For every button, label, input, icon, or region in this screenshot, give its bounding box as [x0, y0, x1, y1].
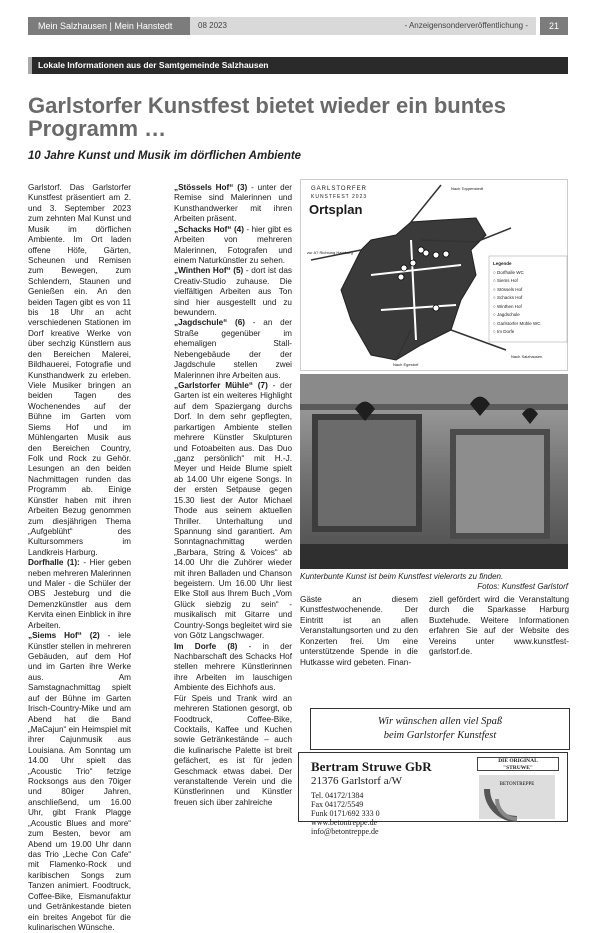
paragraph-text: - in der Nachbarschaft des Schacks Hof stellen mehrere Künstlerinnen ihre Arbeiten im lauschigen Ambiente des Eichhofs aus. — [174, 641, 292, 693]
greeting-line-1: Wir wünschen allen viel Spaß — [377, 716, 503, 727]
article-title: Garlstorfer Kunstfest bietet wieder ein buntes Programm … — [28, 93, 506, 141]
legend-item: ○ Schacks Hof — [493, 295, 523, 300]
text-column-1 — [28, 183, 131, 932]
legend-item: ○ Im Dorfe — [493, 329, 515, 334]
logo-line-3: BETONTREPPE — [499, 782, 535, 787]
paragraph — [174, 642, 292, 694]
paragraph-text: Für Speis und Trank wird an mehreren Stationen gesorgt, ob Foodtruck, Coffee-Bike, Cocktails, Kaffee und Kuchen sowie Getränkestände – auch die kulinarische Palette ist breit gefächert, es ist für jeden Geschmack etwas dabei. Der veranstaltende Verein und die Künstlerinnen und Künstler freuen sich über zahlreiche — [174, 693, 292, 807]
road-label-2: zur A7 Richtung Hamburg — [307, 250, 353, 255]
paragraph — [174, 266, 292, 318]
legend-item: ○ Siems Hof — [493, 278, 518, 283]
paragraph — [28, 558, 131, 631]
art-photo — [300, 374, 568, 569]
publication-name: Mein Salzhausen | Mein Hanstedt — [28, 17, 190, 35]
paragraph-text: - unter der Remise sind Malerinnen und Kunsthandwerker mit ihren Arbeiten präsent. — [174, 183, 292, 224]
photo-credit: Fotos: Kunstfest Garlstorf — [477, 582, 568, 591]
section-bar-accent — [28, 57, 32, 74]
legend-item: ○ Dorfhalle WC — [493, 269, 524, 275]
text-column-2 — [174, 183, 292, 807]
text-column-4: ziell gefördert wird die Veranstaltung durch die Sparkasse Harburg Buxtehude. Weitere Informationen erfahren Sie auf der Website des Vereins unter www.kunstfest-garlstorf.de. — [429, 595, 569, 657]
company-logo — [477, 757, 559, 771]
company-website-link[interactable]: www.betontreppe.de — [311, 818, 378, 827]
paragraph — [174, 694, 292, 809]
legend-item: ○ Jagdschule — [493, 312, 520, 317]
photo-caption — [300, 572, 568, 592]
company-mobile[interactable]: Funk 0171/692 333 0 — [311, 809, 380, 818]
legend-list — [493, 269, 540, 337]
paragraph — [174, 225, 292, 267]
paragraph-heading: Im Dorfe (8) — [174, 641, 238, 651]
town-map — [300, 179, 568, 371]
text-column-3: Gäste an diesem Kunstfestwochenende. Der Eintritt ist an allen Veranstaltungsorten und zu den Konzerten frei. Um eine unterstützende Spende in die Hutkasse wird gebeten. Finan- — [300, 595, 418, 667]
paragraph-text: - Hier geben neben mehreren Malerinnen und Maler - die Schüler der OBS Jesteburg und die Demenzkünstler aus dem Kervita einen Einblick in ihre Arbeiten. — [28, 558, 131, 630]
paragraph-text: Garlstorf. Das Garlstorfer Kunstfest präsentiert am 2. und 3. September 2023 zum zehnten Mal Kunst und Musik im dörflichen Ambiente. Im Ort laden offene Höfe, Gärten, Scheunen und Remisen zum Bewegen, zum Schlendern, Staunen und Genießen ein. An den beiden Tagen gibt es von 11 bis 18 Uhr an acht verschiedenen Stationen im Dorf kreative Werke von über sechzig Künstlern aus den Bereichen Malerei, Bildhauerei, Fotografie und Kunsthandwerk zu erleben. Viele Musiker bringen an beiden Tagen des Wochenendes auf der Bühne im Garten vom Siems Hof und im Mühlengarten Musik aus den Bereichen Country, Folk und Rock zu Gehör. Lesungen an den beiden Nachmittagen runden das Programm ab. Einige Künstler haben mit ihren Arbeiten Bezug genommen zum diesjährigen Thema „Aufgeblüht“ des Kultursommers im Landkreis Harburg. — [28, 183, 131, 557]
logo-line-2: "STRUWE" — [503, 764, 533, 771]
paragraph-text: - an der Straße gegenüber im ehemaligen Stall-Nebengebäude der der Jagdschule stellen zwei Malerinnen ihre Arbeiten aus. — [174, 318, 292, 380]
paragraph — [174, 381, 292, 642]
greeting-ad — [310, 708, 570, 750]
paragraph-heading: Dorfhalle (1): — [28, 558, 80, 568]
advertising-note: - Anzeigensonderveröffentlichung - — [404, 21, 528, 30]
paragraph — [174, 183, 292, 225]
paragraph-text: - der Garten ist ein weiteres Highlight auf dem Spaziergang durchs Dorf. In dem sehr gepflegten, parkartigen Ambiente stellen mehrere Künstler Skulpturen und Fotoabeiten aus. Das Duo „ganz persönlich“ mit H.-J. Meyer und Heide Blume spielt ab 14.00 Uhr eigene Songs. In der ersten Setpause gegen 15.30 liest der Autor Michael Thode aus seinem aktuellen Thriller. Unterhaltung und Spannung sind garantiert. Am Sonntagnachmittag werden „Barbara, String & Voices“ ab 14.00 Uhr die Zuhörer wieder mit ihren Balladen und Chanson begeistern. Um 16.00 Uhr liest Elke Stoll aus Ihrem Buch „Vom Glück siebzig zu sein“ - musikalisch mit Gitarre und Country-Songs begleitet wird sie von Götz Langschwager. — [174, 381, 292, 641]
paragraph-heading: „Stössels Hof“ (3) — [174, 183, 248, 192]
page-header — [28, 17, 568, 35]
paragraph — [28, 631, 131, 933]
issue-date: 08 2023 — [198, 21, 227, 30]
caption-text: Kunterbunte Kunst ist beim Kunstfest vielerorts zu finden. — [300, 572, 504, 581]
road-label-1: Nach Toppenstedt — [451, 186, 484, 191]
paragraph-heading: „Garlstorfer Mühle“ (7) — [174, 381, 268, 391]
paragraph-text: - iele Künstler stellen in mehreren Gebäuden, auf dem Hof und im Garten ihre Werke aus. Am Samstagnachmittag spielt auf der Bühne im Garten Irisch-Country-Mike und am Abend hat die Band „MaCajun“ ein Heimspiel mit ihrer Cajunmusik aus Louisiana. Am Sonntag um 14.00 Uhr spielt das „Acoustic Trio“ fetzige Rocksongs aus den 70iger und 80iger Jahren, anschließend, um 16.00 Uhr, gibt Frank Plagge „Acoustic Blues and more“ zum Besten, bevor am Abend um 19.00 Uhr dann das Trio „Leche Con Cafe“ mit Flamenko-Rock und karibischen Songs zum Tanzen animiert. Foodtruck, Coffee-Bike, Eismanufaktur und Getränkestande bieten ein breites Angebot für die kulinarischen Wünsche. — [28, 631, 131, 932]
road-label-3: Nach Egestorf — [393, 362, 419, 367]
legend-item: ○ Winthen Hof — [493, 303, 522, 309]
road-label-4: Nach Salzhausen — [511, 354, 543, 359]
map-legend — [493, 260, 540, 337]
company-ad — [298, 752, 568, 836]
paragraph-text: - dort ist das Creativ-Studio zuhause. Die vielfältigen Arbeiten aus Ton sind hier ausgestellt und zu bewundern. — [174, 266, 292, 318]
map-brand-line1: GARLSTORFER — [311, 186, 367, 192]
header-info — [190, 17, 536, 35]
paragraph-text: - hier gibt es Arbeiten von mehreren Malerinnen, Fotografen und einem Naturkünstler zu sehen. — [174, 224, 292, 265]
legend-item: ○ Stössels Hof — [493, 286, 523, 292]
page-number: 21 — [540, 17, 568, 35]
paragraph — [174, 318, 292, 381]
logo-line-1: DIE ORIGINAL — [498, 758, 538, 764]
map-brand-line2: KUNSTFEST 2023 — [311, 194, 368, 200]
company-fax: Fax 04172/5549 — [311, 800, 364, 809]
legend-item: ○ Garlstorfer Mühle WC — [493, 320, 541, 326]
art-photo-graphic — [300, 374, 568, 569]
paragraph-heading: „Winthen Hof“ (5) — [174, 266, 244, 276]
article-subtitle: 10 Jahre Kunst und Musik im dörflichen Ambiente — [28, 150, 302, 162]
paragraph-heading: „Siems Hof“ (2) — [28, 631, 100, 641]
legend-title: Legende — [493, 261, 512, 266]
greeting-line-2: beim Garlstorfer Kunstfest — [383, 730, 497, 741]
company-city: 21376 Garlstorf a/W — [311, 775, 403, 787]
paragraph-heading: „Schacks Hof“ (4) — [174, 224, 244, 234]
map-title: Ortsplan — [309, 202, 363, 217]
company-name: Bertram Struwe GbR — [311, 759, 432, 774]
company-phone: Tel. 04172/1384 — [311, 791, 364, 800]
section-bar: Lokale Informationen aus der Samtgemeinde Salzhausen — [28, 57, 568, 74]
company-contact — [311, 791, 380, 836]
staircase-image — [479, 775, 555, 819]
paragraph-heading: „Jagdschule“ (6) — [174, 318, 246, 328]
company-email-link[interactable]: info@betontreppe.de — [311, 827, 379, 836]
paragraph — [28, 183, 131, 558]
